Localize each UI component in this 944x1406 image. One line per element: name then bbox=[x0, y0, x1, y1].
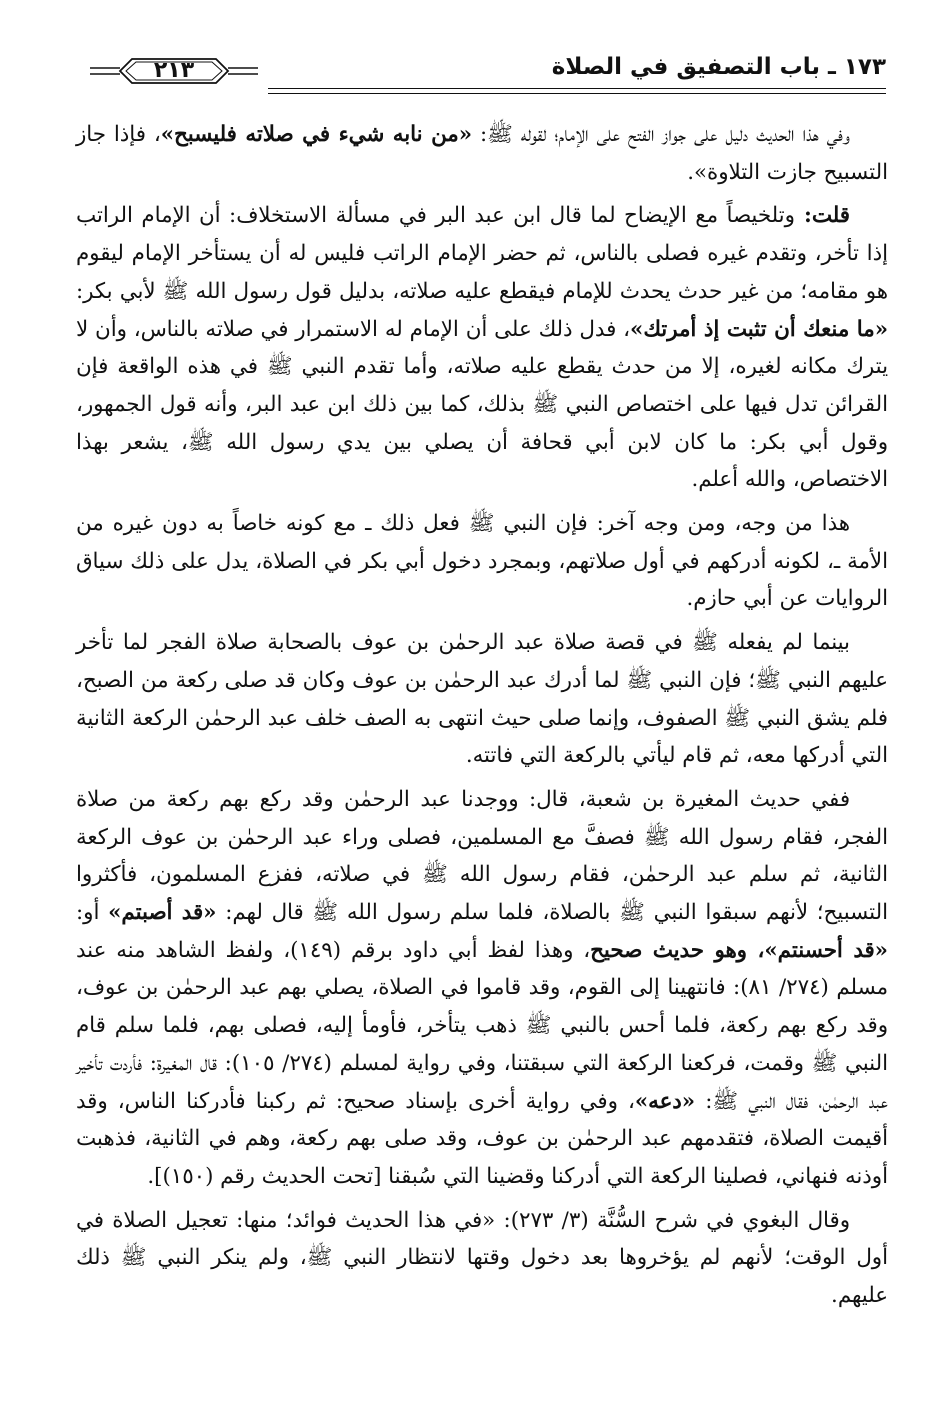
paragraph-text: أو: bbox=[76, 900, 109, 926]
hadith-quote: «من نابه شيء في صلاته فليسبح» bbox=[160, 122, 473, 147]
paragraph-4 bbox=[76, 624, 888, 775]
paragraph-text: وقال البغوي في شرح السُّنَّة (٣/ ٢٧٣): «في هذا الحديث فوائد؛ منها: تعجيل الصلاة في أول الوقت؛ لأنهم لم يؤخروها بعد دخول وقتها لانتظار النبي ﷺ، ولم ينكر النبي ﷺ ذلك عليهم. bbox=[76, 1207, 888, 1309]
paragraph-text: وفي هذا الحديث دليل على جواز الفتح على الإمام؛ لقوله ﷺ: bbox=[472, 122, 851, 147]
paragraph-3 bbox=[76, 505, 888, 618]
hadith-quote: «قد أصبتم» bbox=[108, 900, 217, 926]
page-number-ornament bbox=[90, 56, 258, 86]
header-rule bbox=[268, 88, 886, 94]
paragraph-text: بينما لم يفعله ﷺ في قصة صلاة عبد الرحمٰن بن عوف بالصحابة صلاة الفجر لما تأخر عليهم النبي ﷺ؛ فإن النبي ﷺ لما أدرك عبد الرحمٰن بن عوف وكان قد صلى ركعة من الصبح، فلم يشق النبي ﷺ الصفوف، وإنما صلى حيث انتهى به الصف خلف عبد الرحمٰن الركعة الثانية التي أدركها معه، ثم قام ليأتي بالركعة التي فاتته. bbox=[76, 630, 888, 769]
paragraph-6 bbox=[76, 1202, 888, 1315]
paragraph-1 bbox=[76, 116, 888, 191]
running-title: ١٧٣ ـ باب التصفيق في الصلاة bbox=[551, 54, 886, 80]
paragraph-text: ففي حديث المغيرة بن شعبة، قال: ووجدنا عبد الرحمٰن وقد ركع بهم ركعة من صلاة الفجر، فقام رسول الله ﷺ فصفَّ مع المسلمين، فصلى وراء عبد الرحمٰن بن عوف الركعة الثانية، ثم سلم عبد الرحمٰن، فقام رسول الله ﷺ في صلاته، ففزع المسلمون، فأكثروا التسبيح؛ لأنهم سبقوا النبي ﷺ بالصلاة، فلما سلم رسول الله ﷺ قال لهم: bbox=[76, 786, 888, 926]
qultu-label: قلت: bbox=[794, 203, 850, 229]
page-number: ٢١٣ bbox=[153, 58, 195, 83]
hadith-quote: «قد أحسنتم»، وهو حديث صحيح bbox=[590, 937, 888, 963]
page-header bbox=[70, 46, 886, 94]
paragraph-text: هذا من وجه، ومن وجه آخر: فإن النبي ﷺ فعل ذلك ـ مع كونه خاصاً به دون غيره من الأمة ـ، لكونه أدركهم في أول صلاتهم، وبمجرد دخول أبي بكر في الصلاة، يدل على ذلك سياق الروايات عن أبي حازم. bbox=[76, 511, 888, 612]
paragraph-text: وتلخيصاً مع الإيضاح لما قال ابن عبد البر في مسألة الاستخلاف: أن الإمام الراتب إذا تأخر، وتقدم غيره فصلى بالناس، ثم حضر الإمام الراتب فليس له أن يستأخر الإمام ليقوم هو مقامه؛ من غير حدث يحدث للإمام فيقطع عليه صلاته، بدليل قول رسول الله ﷺ لأبي بكر: bbox=[76, 203, 888, 304]
page-body bbox=[76, 116, 888, 1315]
paragraph-5 bbox=[76, 781, 888, 1196]
hadith-quote: «ما منعك أن تثبت إذ أمرتك» bbox=[630, 316, 889, 342]
paragraph-2 bbox=[76, 197, 888, 499]
paragraph-text: ، وهذا لفظ أبي داود برقم (١٤٩)، ولفظ الشاهد منه عند مسلم (٢٧٤/ ٨١): فانتهينا إلى القوم، وقد قاموا في الصلاة، يصلي بهم عبد الرحمٰن بن عوف، وقد ركع بهم ركعة، فلما أحس بالنبي ﷺ ذهب يتأخر، فأومأ إليه، فصلى بهم، فلما سلم قام النبي ﷺ وقمت، فركعنا الركعة التي سبقتنا، وفي رواية لمسلم (٢٧٤/ ١٠٥): قال المغيرة: فأردت تأخير عبد الرحمٰن، فقال النبي ﷺ: bbox=[76, 937, 889, 1114]
paragraph-text: ، فإذا جاز التسبيح جازت التلاوة». bbox=[76, 122, 888, 185]
paragraph-text: ، وفي رواية أخرى بإسناد صحيح: ثم ركبنا فأدركنا الناس، وقد أقيمت الصلاة، فتقدمهم عبد الرحمٰن بن عوف، وقد صلى بهم ركعة، وهم في الثانية، فذهبت أوذنه فنهاني، فصلينا الركعة التي أدركنا وقضينا التي سُبقنا [تحت الحديث رقم (١٥٠)]. bbox=[76, 1088, 888, 1189]
hadith-quote: «دعه» bbox=[634, 1088, 696, 1114]
paragraph-text: ، فدل ذلك على أن الإمام له الاستمرار في صلاته بالناس، وأن لا يترك مكانه لغيره، إلا من حدث يقطع عليه صلاته، وأما تقدم النبي ﷺ في هذه الواقعة فإن القرائن تدل فيها على اختصاص النبي ﷺ بذلك، كما بين ذلك ابن عبد البر، وأنه قول الجمهور، وقول أبي بكر: ما كان لابن أبي قحافة أن يصلي بين يدي رسول الله ﷺ، يشعر بهذا الاختصاص، والله أعلم. bbox=[76, 316, 888, 493]
